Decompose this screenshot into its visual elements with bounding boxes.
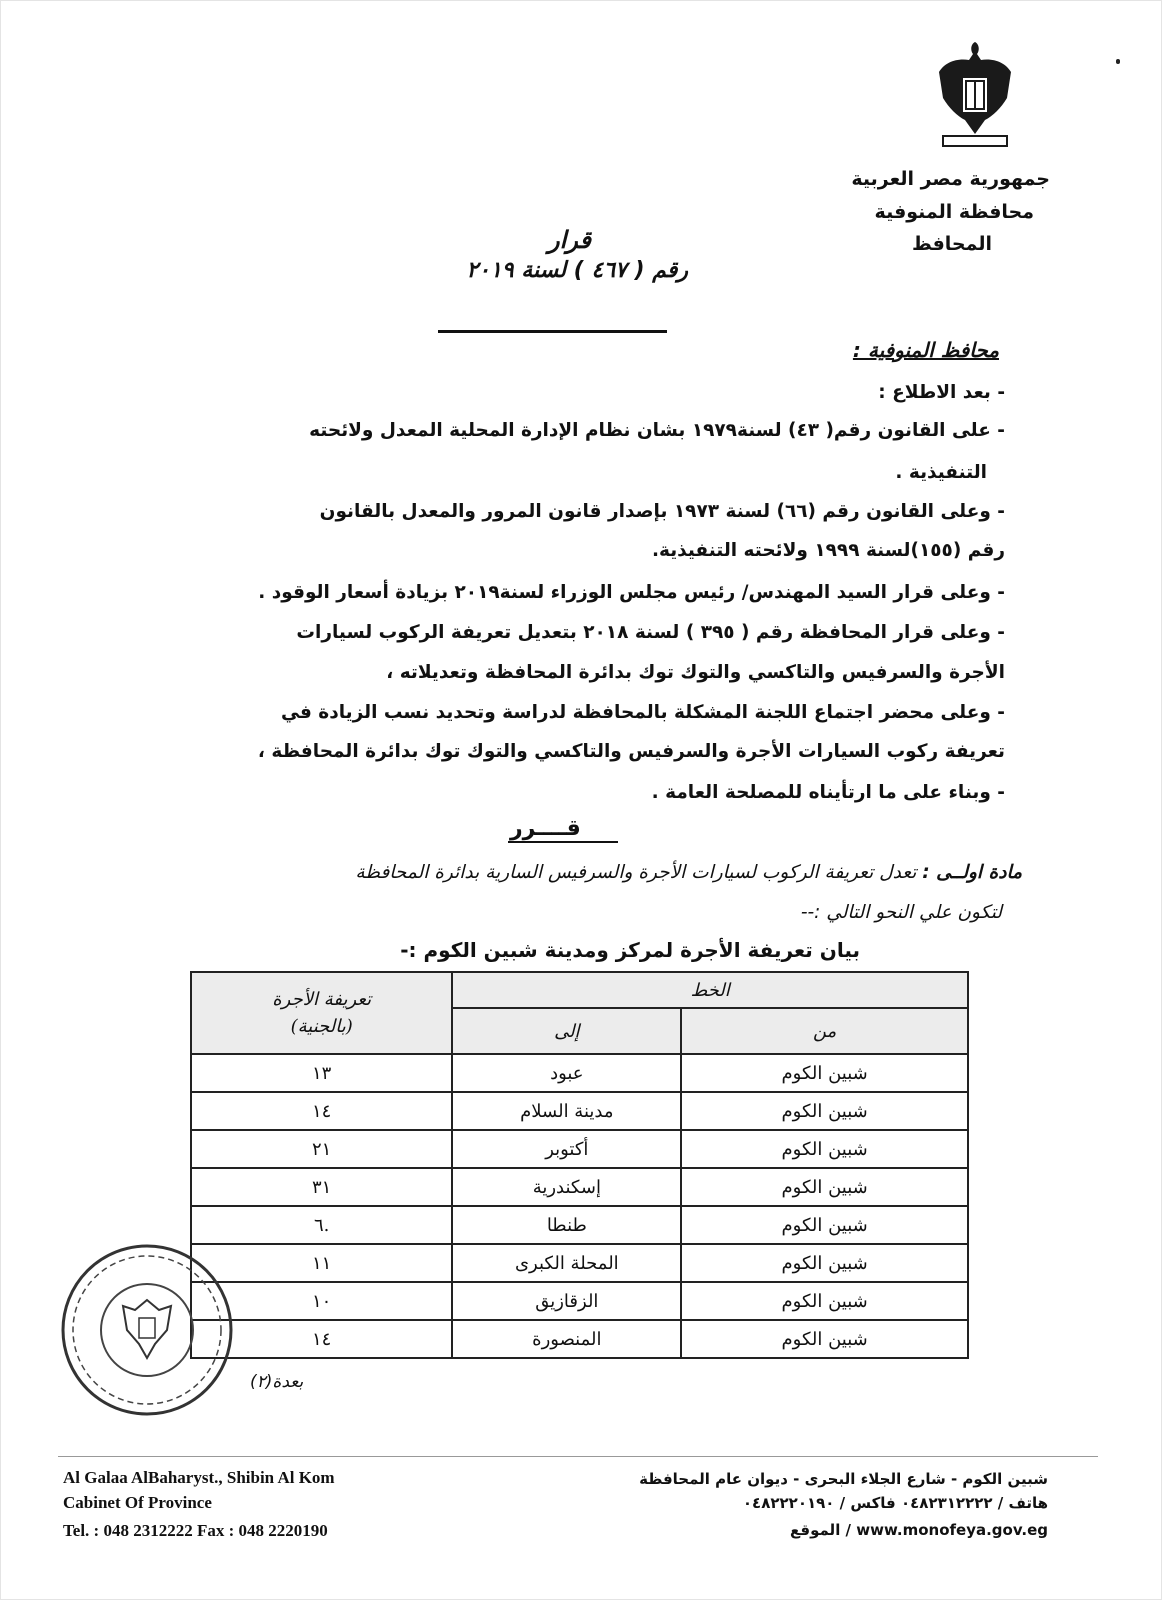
cell-fare: ١٤: [191, 1320, 452, 1358]
governor-label: محافظ المنوفية :: [852, 338, 999, 362]
header-governorate: محافظة المنوفية: [874, 201, 1034, 223]
table-row: [191, 1130, 968, 1168]
cell-from: شبين الكوم: [681, 1320, 968, 1358]
col-header-from: من: [681, 1008, 968, 1054]
col-header-to: إلى: [452, 1008, 681, 1054]
decides-heading: قــــرر: [510, 816, 581, 841]
footer-en-address: Al Galaa AlBaharyst., Shibin Al Kom: [63, 1468, 335, 1487]
cell-from: شبين الكوم: [681, 1244, 968, 1282]
official-stamp-icon: [57, 1240, 237, 1420]
cell-to: طنطا: [452, 1206, 681, 1244]
header-office: المحافظ: [912, 233, 992, 255]
cell-from: شبين الكوم: [681, 1130, 968, 1168]
cell-to: أكتوبر: [452, 1130, 681, 1168]
cell-from: شبين الكوم: [681, 1206, 968, 1244]
table-row: [191, 1244, 968, 1282]
article-one: [355, 862, 1022, 883]
footer-en-office: Cabinet Of Province: [63, 1493, 212, 1512]
cell-to: المحلة الكبرى: [452, 1244, 681, 1282]
table-row: [191, 1320, 968, 1358]
article-text: تعدل تعريفة الركوب لسيارات الأجرة والسرفيس السارية بدائرة المحافظة: [355, 862, 917, 883]
col-header-fare: [191, 972, 452, 1054]
cell-to: الزقازيق: [452, 1282, 681, 1320]
table-row: [191, 1168, 968, 1206]
scan-speck: [1116, 59, 1120, 64]
cell-to: عبود: [452, 1054, 681, 1092]
article-label: مادة اولــى :: [922, 862, 1022, 883]
table-row: [191, 1206, 968, 1244]
cell-fare: .٦: [191, 1206, 452, 1244]
body-line: - وعلى قرار السيد المهندس/ رئيس مجلس الوزراء لسنة٢٠١٩ بزيادة أسعار الوقود .: [258, 582, 1005, 603]
body-line: - وبناء على ما ارتأيناه للمصلحة العامة .: [651, 782, 1005, 803]
body-line: - وعلى قرار المحافظة رقم ( ٣٩٥ ) لسنة ٢٠١٨ بتعديل تعريفة الركوب لسيارات: [296, 622, 1005, 643]
cell-from: شبين الكوم: [681, 1282, 968, 1320]
header-country: جمهورية مصر العربية: [851, 168, 1050, 190]
col-header-line: الخط: [452, 972, 968, 1008]
decree-number: رقم ( ٤٦٧ ) لسنة ٢٠١٩: [466, 258, 688, 283]
cell-fare: ١٤: [191, 1092, 452, 1130]
fare-header-line1: تعريفة الأجرة: [272, 989, 372, 1010]
body-line: الأجرة والسرفيس والتاكسي والتوك توك بدائرة المحافظة وتعديلاته ،: [386, 662, 1005, 683]
cell-to: مدينة السلام: [452, 1092, 681, 1130]
cell-from: شبين الكوم: [681, 1168, 968, 1206]
footer-divider: [58, 1456, 1098, 1457]
article-continuation: لتكون علي النحو التالي :--: [800, 902, 1002, 923]
cell-fare: ١٠: [191, 1282, 452, 1320]
continued-note: بعدة(٢): [250, 1372, 304, 1392]
body-line: رقم (١٥٥)لسنة ١٩٩٩ ولائحته التنفيذية.: [651, 540, 1005, 561]
footer-ar-address: شبين الكوم - شارع الجلاء البحرى - ديوان عام المحافظة: [639, 1470, 1048, 1488]
table-row: [191, 1282, 968, 1320]
title-divider: [438, 330, 667, 333]
cell-fare: ٣١: [191, 1168, 452, 1206]
cell-fare: ١٣: [191, 1054, 452, 1092]
body-line: - بعد الاطلاع :: [878, 382, 1005, 403]
eagle-emblem-icon: [935, 38, 1015, 150]
table-row: [191, 1054, 968, 1092]
cell-to: إسكندرية: [452, 1168, 681, 1206]
body-line: التنفيذية .: [895, 462, 987, 483]
fare-table: [190, 971, 969, 1359]
footer-ar-phone: هاتف / ٠٤٨٢٣١٢٢٢٢ فاكس / ٠٤٨٢٢٢٠١٩٠: [742, 1494, 1048, 1512]
decides-underline: [508, 841, 618, 843]
table-heading: بيان تعريفة الأجرة لمركز ومدينة شبين الكوم :-: [400, 938, 860, 962]
table-row: [191, 1092, 968, 1130]
body-line: - على القانون رقم( ٤٣) لسنة١٩٧٩ بشان نظام الإدارة المحلية المعدل ولائحته: [309, 420, 1005, 441]
decree-title: قرار: [548, 226, 591, 254]
footer-en-phone: Tel. : 048 2312222 Fax : 048 2220190: [63, 1521, 328, 1540]
body-line: - وعلى محضر اجتماع اللجنة المشكلة بالمحافظة لدراسة وتحديد نسب الزيادة في: [281, 702, 1005, 723]
body-line: - وعلى القانون رقم (٦٦) لسنة ١٩٧٣ بإصدار قانون المرور والمعدل بالقانون: [319, 501, 1005, 522]
cell-to: المنصورة: [452, 1320, 681, 1358]
cell-from: شبين الكوم: [681, 1092, 968, 1130]
body-line: تعريفة ركوب السيارات الأجرة والسرفيس والتاكسي والتوك توك بدائرة المحافظة ،: [257, 741, 1005, 762]
cell-fare: ٢١: [191, 1130, 452, 1168]
footer-ar-website: www.monofeya.gov.eg / الموقع: [790, 1521, 1048, 1539]
cell-fare: ١١: [191, 1244, 452, 1282]
cell-from: شبين الكوم: [681, 1054, 968, 1092]
fare-header-line2: (بالجنية): [290, 1016, 353, 1037]
